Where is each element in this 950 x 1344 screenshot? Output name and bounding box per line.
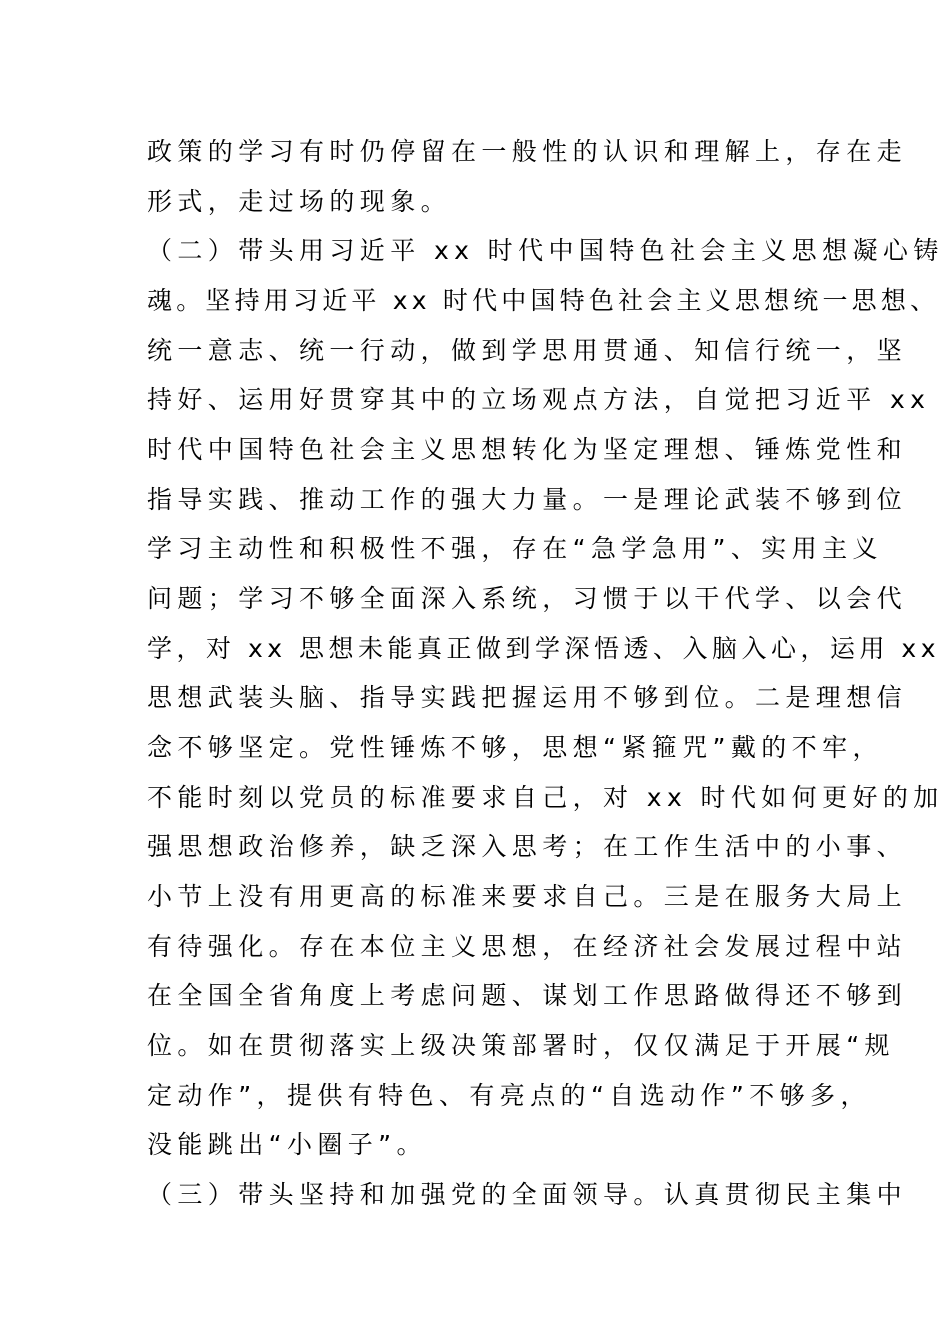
text-line: 时代中国特色社会主义思想转化为坚定理想、锤炼党性和	[147, 435, 908, 464]
text-line: 在全国全省角度上考虑问题、谋划工作思路做得还不够到	[147, 981, 908, 1010]
text-line: 学习主动性和积极性不强，存在“急学急用”、实用主义	[147, 534, 883, 563]
text-line: 持好、运用好贯穿其中的立场观点方法，自觉把习近平 xx	[147, 385, 931, 414]
section-heading-2: （二）带头用习近平 xx 时代中国特色社会主义思想凝心铸	[147, 236, 944, 265]
text-line: 魂。坚持用习近平 xx 时代中国特色社会主义思想统一思想、	[147, 286, 940, 315]
text-line: 小节上没有用更高的标准来要求自己。三是在服务大局上	[147, 882, 908, 911]
text-line: 形式，走过场的现象。	[147, 187, 452, 216]
text-line: 没能跳出“小圈子”。	[147, 1130, 427, 1159]
text-line: 定动作”，提供有特色、有亮点的“自选动作”不够多，	[147, 1081, 871, 1110]
text-line: 统一意志、统一行动，做到学思用贯通、知信行统一，坚	[147, 336, 908, 365]
text-line: 强思想政治修养，缺乏深入思考；在工作生活中的小事、	[147, 832, 908, 861]
text-line: 不能时刻以党员的标准要求自己，对 xx 时代如何更好的加	[147, 783, 944, 812]
text-line: 思想武装头脑、指导实践把握运用不够到位。二是理想信	[147, 683, 908, 712]
text-line: 指导实践、推动工作的强大力量。一是理论武装不够到位	[147, 485, 908, 514]
text-line: 位。如在贯彻落实上级决策部署时，仅仅满足于开展“规	[147, 1031, 895, 1060]
text-line: 政策的学习有时仍停留在一般性的认识和理解上，存在走	[147, 137, 908, 166]
text-line: 念不够坚定。党性锤炼不够，思想“紧箍咒”戴的不牢，	[147, 733, 883, 762]
text-line: 学，对 xx 思想未能真正做到学深悟透、入脑入心，运用 xx	[147, 634, 941, 663]
section-heading-3: （三）带头坚持和加强党的全面领导。认真贯彻民主集中	[147, 1180, 908, 1209]
text-line: 问题；学习不够全面深入系统，习惯于以干代学、以会代	[147, 584, 908, 613]
text-line: 有待强化。存在本位主义思想，在经济社会发展过程中站	[147, 932, 908, 961]
